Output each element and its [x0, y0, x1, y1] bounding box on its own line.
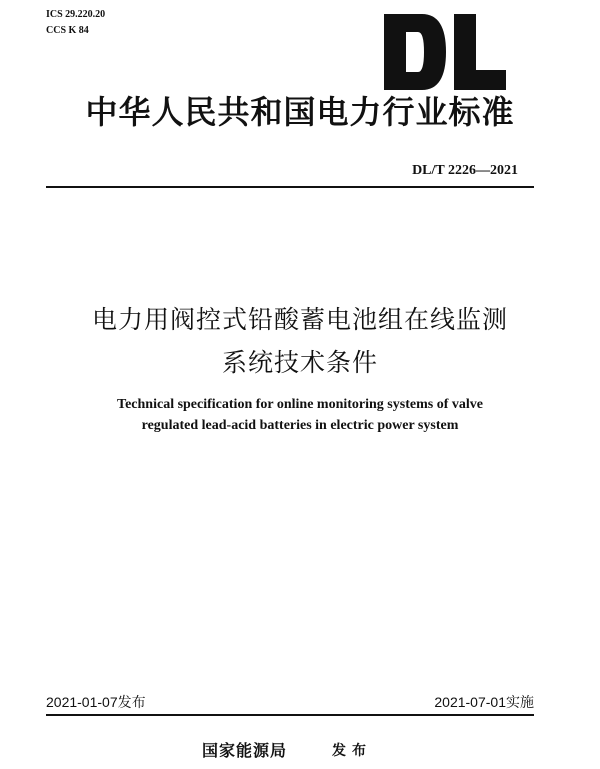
title-en-line2: regulated lead-acid batteries in electric power system — [141, 418, 459, 433]
ics-code: ICS 29.220.20 — [46, 9, 106, 20]
dl-logo — [380, 8, 510, 96]
title-zh-line2: 系统技术条件 — [221, 348, 378, 377]
title-zh-line1: 电力用阀控式铅酸蓄电池组在线监测 — [91, 305, 508, 334]
footer-divider — [46, 714, 534, 716]
publisher-name: 国家能源局 — [202, 741, 288, 760]
implement-date: 2021-07-01实施 — [434, 694, 534, 710]
standard-number: DL/T 2226—2021 — [412, 163, 518, 178]
issuer-title: 中华人民共和国电力行业标准 — [85, 93, 515, 131]
publish-verb: 发布 — [332, 743, 372, 759]
title-en-line1: Technical specification for online monitoring systems of valve — [117, 397, 483, 412]
header-divider — [46, 186, 534, 188]
ccs-code: CCS K 84 — [46, 25, 89, 36]
issue-date: 2021-01-07发布 — [46, 694, 146, 710]
